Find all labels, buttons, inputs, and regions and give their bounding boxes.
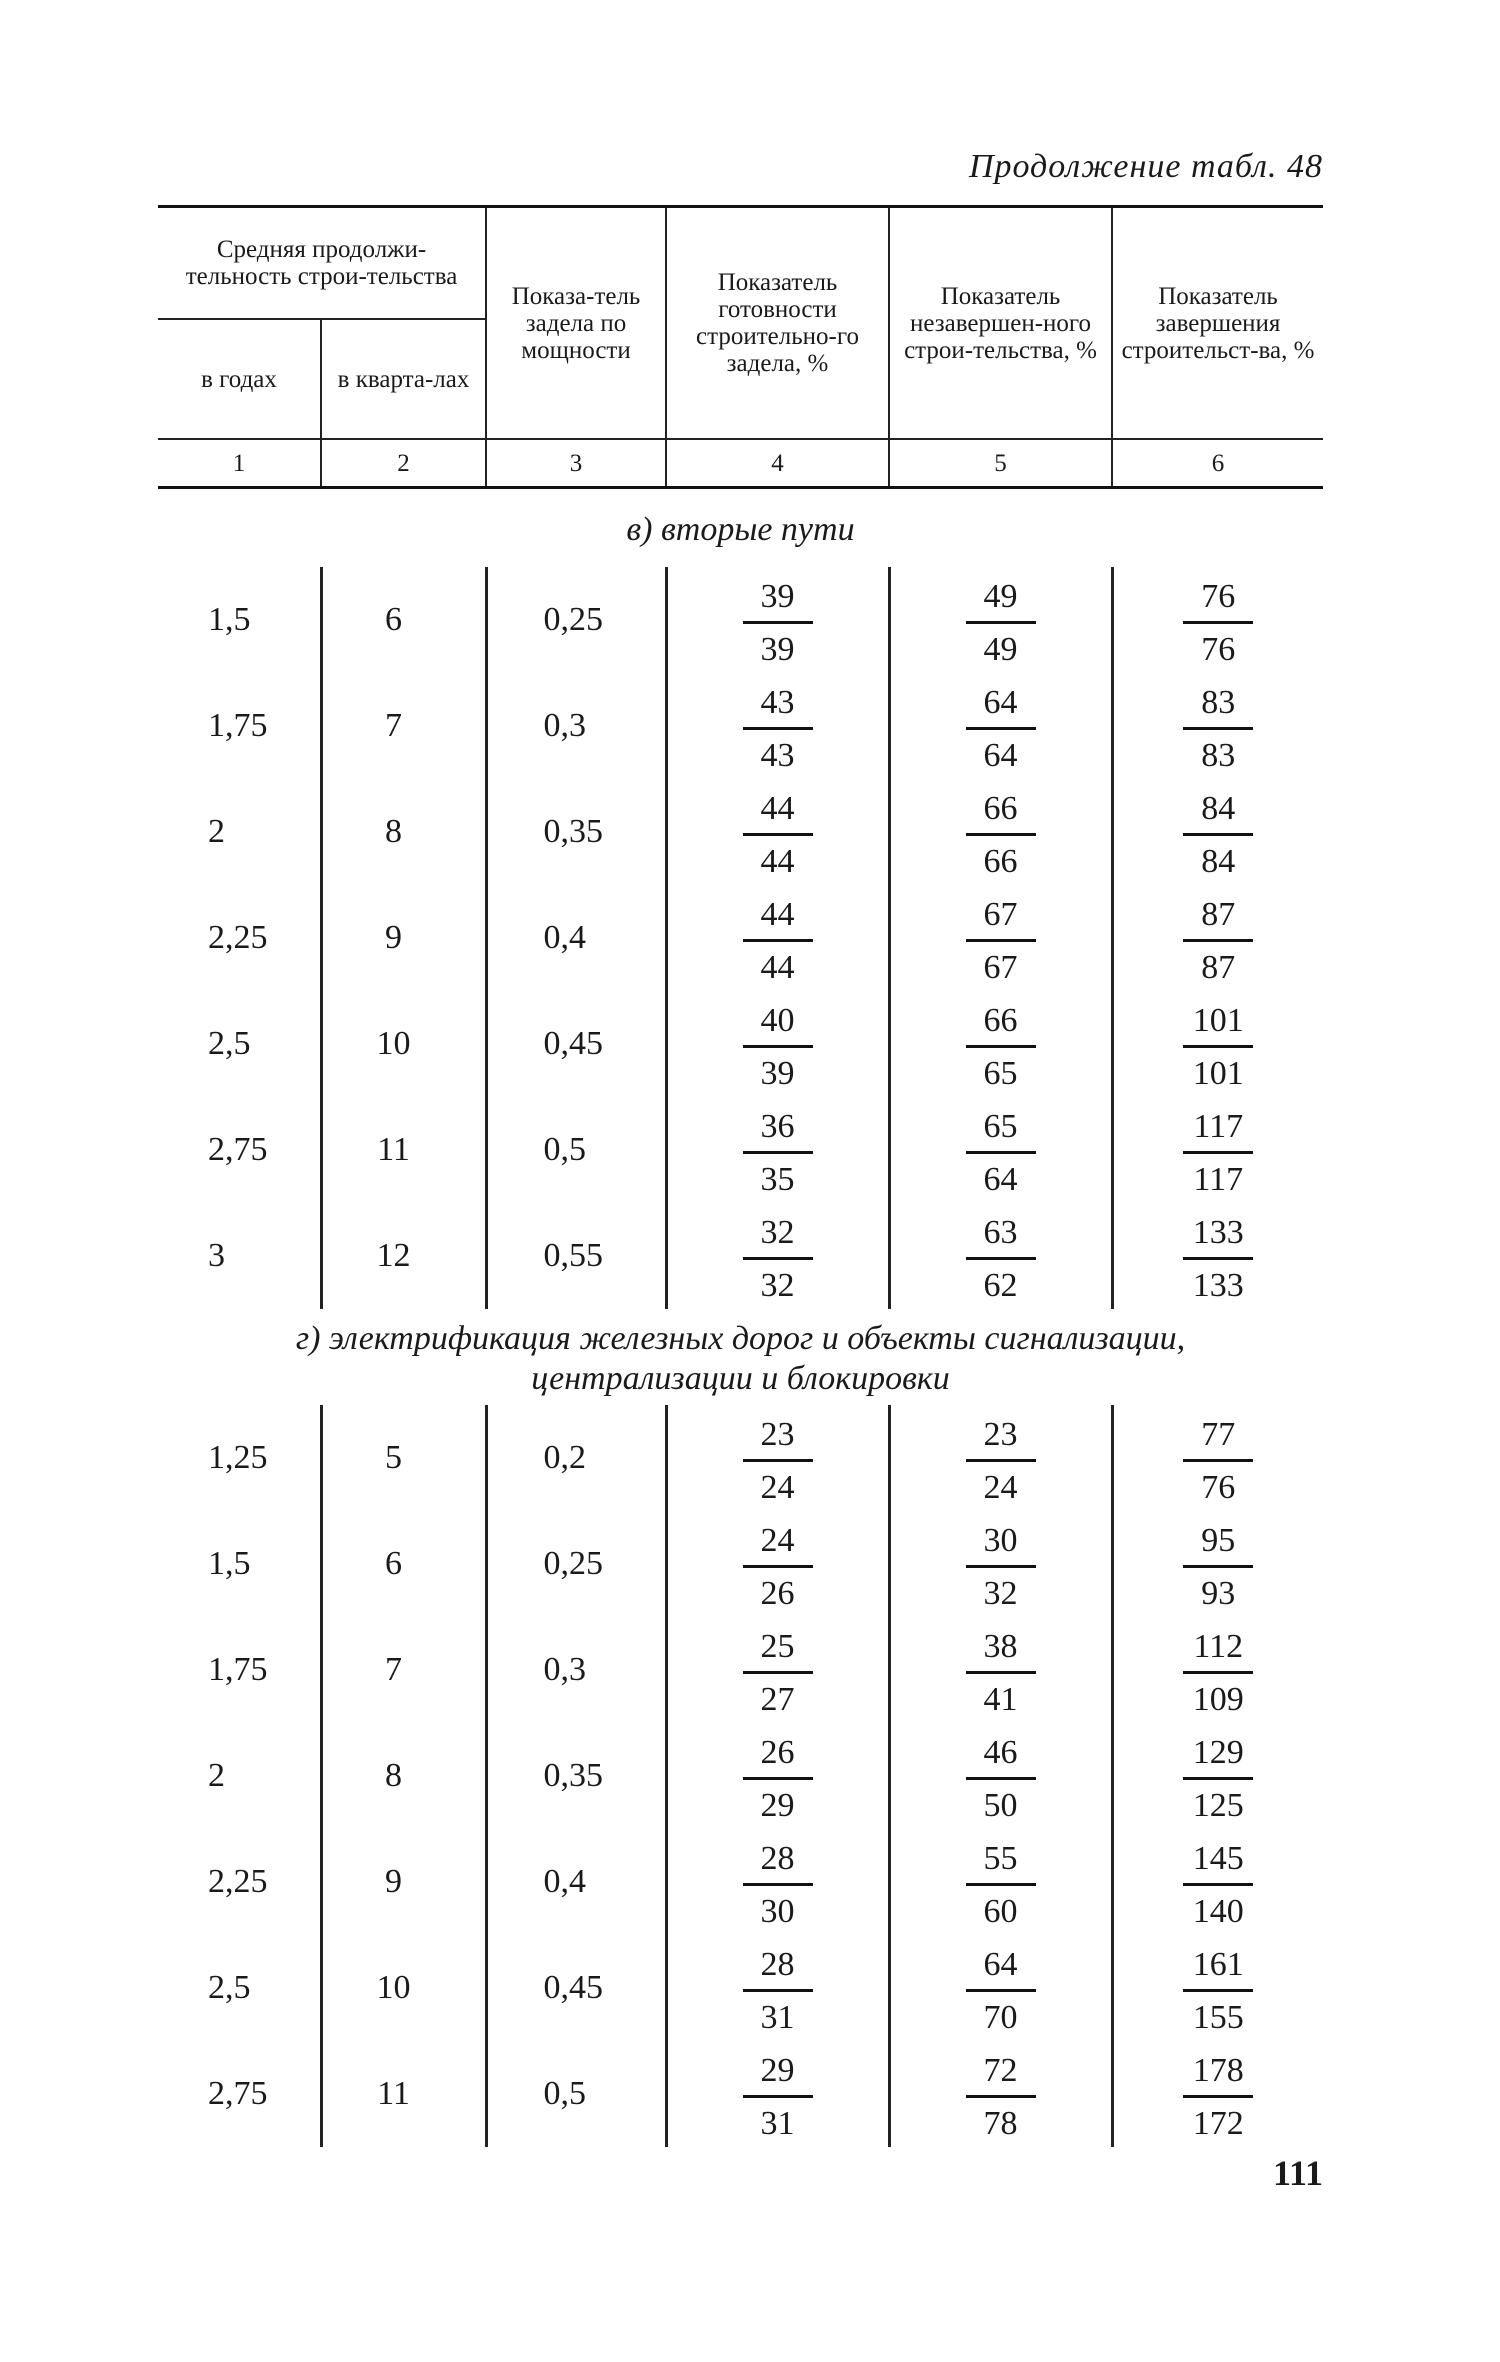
fraction-denominator: 41 bbox=[983, 1680, 1018, 1718]
fraction-numerator: 28 bbox=[743, 1834, 813, 1886]
fraction-numerator: 66 bbox=[966, 996, 1036, 1048]
fraction-denominator: 24 bbox=[983, 1468, 1018, 1506]
table-continuation-title: Продолжение табл. 48 bbox=[968, 148, 1323, 185]
fraction-numerator: 23 bbox=[743, 1410, 813, 1462]
completion-cell bbox=[1112, 1405, 1323, 1511]
fraction-denominator: 65 bbox=[983, 1054, 1018, 1092]
fraction bbox=[966, 996, 1036, 1091]
fraction-denominator: 30 bbox=[760, 1892, 795, 1930]
fraction-numerator: 72 bbox=[966, 2046, 1036, 2098]
unfinished-cell bbox=[889, 1097, 1112, 1203]
fraction-denominator: 44 bbox=[760, 948, 795, 986]
fraction-numerator: 44 bbox=[743, 784, 813, 836]
fraction-numerator: 29 bbox=[743, 2046, 813, 2098]
fraction bbox=[1183, 1834, 1253, 1929]
fraction-numerator: 76 bbox=[1183, 572, 1253, 624]
header-readiness: Показатель готовности строительно-го задела, % bbox=[666, 207, 889, 440]
header-zadel-power: Показа-тель задела по мощности bbox=[486, 207, 666, 440]
fraction-numerator: 38 bbox=[966, 1622, 1036, 1674]
unfinished-cell bbox=[889, 567, 1112, 673]
fraction-denominator: 117 bbox=[1193, 1160, 1244, 1198]
unfinished-cell bbox=[889, 1829, 1112, 1935]
fraction-denominator: 109 bbox=[1192, 1680, 1244, 1718]
readiness-cell bbox=[666, 1935, 889, 2041]
fraction-denominator: 64 bbox=[983, 736, 1018, 774]
zadel-cell: 0,35 bbox=[486, 779, 666, 885]
quarters-cell: 11 bbox=[321, 2041, 486, 2147]
completion-cell bbox=[1112, 1829, 1323, 1935]
table-row bbox=[158, 1617, 1323, 1723]
fraction-denominator: 43 bbox=[760, 736, 795, 774]
completion-cell bbox=[1112, 2041, 1323, 2147]
fraction bbox=[1183, 1410, 1253, 1505]
fraction-numerator: 145 bbox=[1183, 1834, 1253, 1886]
completion-cell bbox=[1112, 1097, 1323, 1203]
column-number: 2 bbox=[321, 439, 486, 488]
fraction bbox=[743, 2046, 813, 2141]
quarters-cell: 6 bbox=[321, 1511, 486, 1617]
fraction-numerator: 65 bbox=[966, 1102, 1036, 1154]
unfinished-cell bbox=[889, 1511, 1112, 1617]
fraction-denominator: 67 bbox=[983, 948, 1018, 986]
readiness-cell bbox=[666, 885, 889, 991]
fraction-denominator: 140 bbox=[1192, 1892, 1244, 1930]
fraction-numerator: 49 bbox=[966, 572, 1036, 624]
years-cell: 1,25 bbox=[208, 1439, 268, 1476]
quarters-cell: 9 bbox=[321, 885, 486, 991]
fraction-numerator: 28 bbox=[743, 1940, 813, 1992]
fraction bbox=[743, 890, 813, 985]
years-cell: 2,5 bbox=[208, 1969, 251, 2006]
fraction-numerator: 26 bbox=[743, 1728, 813, 1780]
unfinished-cell bbox=[889, 1617, 1112, 1723]
readiness-cell bbox=[666, 1203, 889, 1309]
fraction bbox=[1183, 996, 1253, 1091]
completion-cell bbox=[1112, 1203, 1323, 1309]
header-quarters: в кварта-лах bbox=[321, 319, 486, 439]
fraction-numerator: 36 bbox=[743, 1102, 813, 1154]
fraction-numerator: 112 bbox=[1183, 1622, 1253, 1674]
fraction bbox=[1183, 784, 1253, 879]
fraction bbox=[1183, 890, 1253, 985]
table-row bbox=[158, 1511, 1323, 1617]
fraction bbox=[743, 572, 813, 667]
fraction bbox=[966, 2046, 1036, 2141]
quarters-cell: 11 bbox=[321, 1097, 486, 1203]
construction-indicators-table bbox=[158, 205, 1323, 2147]
readiness-cell bbox=[666, 1829, 889, 1935]
unfinished-cell bbox=[889, 2041, 1112, 2147]
unfinished-cell bbox=[889, 1203, 1112, 1309]
zadel-cell: 0,45 bbox=[486, 1935, 666, 2041]
column-number: 6 bbox=[1112, 439, 1323, 488]
fraction-numerator: 101 bbox=[1183, 996, 1253, 1048]
fraction-denominator: 84 bbox=[1201, 842, 1236, 880]
fraction-numerator: 32 bbox=[743, 1208, 813, 1260]
section-heading: в) вторые пути bbox=[626, 511, 855, 548]
years-cell: 3 bbox=[208, 1237, 225, 1274]
fraction bbox=[966, 1410, 1036, 1505]
zadel-cell: 0,55 bbox=[486, 1203, 666, 1309]
zadel-cell: 0,3 bbox=[486, 1617, 666, 1723]
fraction bbox=[966, 572, 1036, 667]
fraction-denominator: 50 bbox=[983, 1786, 1018, 1824]
fraction bbox=[1183, 2046, 1253, 2141]
fraction bbox=[743, 1622, 813, 1717]
fraction bbox=[1183, 1940, 1253, 2035]
quarters-cell: 7 bbox=[321, 1617, 486, 1723]
header-years: в годах bbox=[201, 365, 277, 393]
quarters-cell: 6 bbox=[321, 567, 486, 673]
fraction bbox=[966, 1728, 1036, 1823]
fraction bbox=[966, 1622, 1036, 1717]
fraction bbox=[1183, 572, 1253, 667]
readiness-cell bbox=[666, 1511, 889, 1617]
fraction-denominator: 39 bbox=[760, 630, 795, 668]
years-cell: 2 bbox=[208, 813, 225, 850]
fraction-numerator: 77 bbox=[1183, 1410, 1253, 1462]
quarters-cell: 8 bbox=[321, 779, 486, 885]
fraction-numerator: 63 bbox=[966, 1208, 1036, 1260]
fraction-denominator: 60 bbox=[983, 1892, 1018, 1930]
section-heading-line: г) электрификация железных дорог и объекты сигнализации, bbox=[295, 1320, 1186, 1357]
zadel-cell: 0,5 bbox=[486, 2041, 666, 2147]
table-row bbox=[158, 1097, 1323, 1203]
header-unfinished: Показатель незавершен-ного строи-тельства, % bbox=[889, 207, 1112, 440]
quarters-cell: 7 bbox=[321, 673, 486, 779]
fraction bbox=[1183, 1208, 1253, 1303]
fraction bbox=[966, 1516, 1036, 1611]
fraction bbox=[743, 996, 813, 1091]
fraction-denominator: 32 bbox=[760, 1266, 795, 1304]
fraction-numerator: 87 bbox=[1183, 890, 1253, 942]
readiness-cell bbox=[666, 1405, 889, 1511]
table-row bbox=[158, 567, 1323, 673]
readiness-cell bbox=[666, 991, 889, 1097]
fraction-numerator: 30 bbox=[966, 1516, 1036, 1568]
fraction-numerator: 178 bbox=[1183, 2046, 1253, 2098]
fraction-denominator: 29 bbox=[760, 1786, 795, 1824]
fraction-denominator: 35 bbox=[760, 1160, 795, 1198]
table-row bbox=[158, 1405, 1323, 1511]
column-number: 1 bbox=[158, 439, 321, 488]
unfinished-cell bbox=[889, 991, 1112, 1097]
fraction-numerator: 55 bbox=[966, 1834, 1036, 1886]
quarters-cell: 10 bbox=[321, 991, 486, 1097]
completion-cell bbox=[1112, 991, 1323, 1097]
fraction-numerator: 43 bbox=[743, 678, 813, 730]
fraction bbox=[743, 1940, 813, 2035]
completion-cell bbox=[1112, 1511, 1323, 1617]
fraction-denominator: 39 bbox=[760, 1054, 795, 1092]
column-number: 3 bbox=[486, 439, 666, 488]
fraction-numerator: 133 bbox=[1183, 1208, 1253, 1260]
years-cell: 1,75 bbox=[208, 1651, 268, 1688]
fraction bbox=[1183, 1622, 1253, 1717]
fraction-numerator: 25 bbox=[743, 1622, 813, 1674]
completion-cell bbox=[1112, 673, 1323, 779]
unfinished-cell bbox=[889, 1935, 1112, 2041]
years-cell: 2,75 bbox=[208, 2075, 268, 2112]
unfinished-cell bbox=[889, 1405, 1112, 1511]
fraction bbox=[743, 1728, 813, 1823]
table-row bbox=[158, 1829, 1323, 1935]
fraction-numerator: 64 bbox=[966, 1940, 1036, 1992]
fraction-numerator: 129 bbox=[1183, 1728, 1253, 1780]
fraction-denominator: 26 bbox=[760, 1574, 795, 1612]
years-cell: 1,5 bbox=[208, 1545, 251, 1582]
section-heading-row bbox=[158, 1309, 1323, 1405]
years-cell: 1,5 bbox=[208, 601, 251, 638]
fraction-numerator: 161 bbox=[1183, 1940, 1253, 1992]
table-row bbox=[158, 1723, 1323, 1829]
fraction bbox=[966, 1940, 1036, 2035]
quarters-cell: 5 bbox=[321, 1405, 486, 1511]
fraction-denominator: 27 bbox=[760, 1680, 795, 1718]
fraction bbox=[1183, 678, 1253, 773]
years-cell: 2 bbox=[208, 1757, 225, 1794]
fraction bbox=[966, 1834, 1036, 1929]
column-number: 4 bbox=[666, 439, 889, 488]
fraction bbox=[966, 1208, 1036, 1303]
unfinished-cell bbox=[889, 673, 1112, 779]
completion-cell bbox=[1112, 779, 1323, 885]
header-duration-group: Средняя продолжи-тельность строи-тельства bbox=[158, 207, 486, 320]
fraction-denominator: 83 bbox=[1201, 736, 1236, 774]
table-row bbox=[158, 673, 1323, 779]
fraction-numerator: 84 bbox=[1183, 784, 1253, 836]
fraction-numerator: 46 bbox=[966, 1728, 1036, 1780]
fraction-numerator: 67 bbox=[966, 890, 1036, 942]
fraction bbox=[743, 1410, 813, 1505]
fraction bbox=[743, 1516, 813, 1611]
fraction-denominator: 76 bbox=[1201, 630, 1236, 668]
zadel-cell: 0,2 bbox=[486, 1405, 666, 1511]
quarters-cell: 8 bbox=[321, 1723, 486, 1829]
fraction-denominator: 78 bbox=[983, 2104, 1018, 2142]
fraction-numerator: 44 bbox=[743, 890, 813, 942]
zadel-cell: 0,35 bbox=[486, 1723, 666, 1829]
zadel-cell: 0,5 bbox=[486, 1097, 666, 1203]
fraction bbox=[966, 1102, 1036, 1197]
fraction-denominator: 172 bbox=[1192, 2104, 1244, 2142]
fraction-numerator: 66 bbox=[966, 784, 1036, 836]
fraction-denominator: 133 bbox=[1192, 1266, 1244, 1304]
section-heading-line: централизации и блокировки bbox=[531, 1360, 950, 1397]
fraction-numerator: 39 bbox=[743, 572, 813, 624]
fraction bbox=[1183, 1516, 1253, 1611]
fraction bbox=[743, 1102, 813, 1197]
table-row bbox=[158, 1203, 1323, 1309]
zadel-cell: 0,4 bbox=[486, 885, 666, 991]
quarters-cell: 12 bbox=[321, 1203, 486, 1309]
page-number: 111 bbox=[1272, 2153, 1323, 2193]
fraction-denominator: 49 bbox=[983, 630, 1018, 668]
zadel-cell: 0,3 bbox=[486, 673, 666, 779]
zadel-cell: 0,25 bbox=[486, 1511, 666, 1617]
fraction-denominator: 31 bbox=[760, 2104, 795, 2142]
table-row bbox=[158, 1935, 1323, 2041]
years-cell: 2,25 bbox=[208, 1863, 268, 1900]
fraction bbox=[743, 1208, 813, 1303]
years-cell: 2,5 bbox=[208, 1025, 251, 1062]
readiness-cell bbox=[666, 779, 889, 885]
years-cell: 2,75 bbox=[208, 1131, 268, 1168]
fraction-denominator: 62 bbox=[983, 1266, 1018, 1304]
fraction-numerator: 64 bbox=[966, 678, 1036, 730]
fraction-numerator: 117 bbox=[1183, 1102, 1253, 1154]
fraction-denominator: 32 bbox=[983, 1574, 1018, 1612]
header-completion: Показатель завершения строительст-ва, % bbox=[1112, 207, 1323, 440]
readiness-cell bbox=[666, 2041, 889, 2147]
fraction-numerator: 83 bbox=[1183, 678, 1253, 730]
unfinished-cell bbox=[889, 1723, 1112, 1829]
readiness-cell bbox=[666, 673, 889, 779]
fraction-numerator: 95 bbox=[1183, 1516, 1253, 1568]
fraction bbox=[966, 678, 1036, 773]
fraction-denominator: 44 bbox=[760, 842, 795, 880]
fraction bbox=[743, 678, 813, 773]
fraction-denominator: 31 bbox=[760, 1998, 795, 2036]
table-row bbox=[158, 885, 1323, 991]
column-number: 5 bbox=[889, 439, 1112, 488]
fraction-denominator: 24 bbox=[760, 1468, 795, 1506]
table-row bbox=[158, 991, 1323, 1097]
fraction-denominator: 70 bbox=[983, 1998, 1018, 2036]
completion-cell bbox=[1112, 567, 1323, 673]
fraction-denominator: 155 bbox=[1192, 1998, 1244, 2036]
fraction-denominator: 87 bbox=[1201, 948, 1236, 986]
section-heading-row bbox=[158, 488, 1323, 568]
fraction bbox=[966, 890, 1036, 985]
quarters-cell: 9 bbox=[321, 1829, 486, 1935]
table-row bbox=[158, 2041, 1323, 2147]
completion-cell bbox=[1112, 1935, 1323, 2041]
zadel-cell: 0,4 bbox=[486, 1829, 666, 1935]
zadel-cell: 0,25 bbox=[486, 567, 666, 673]
years-cell: 1,75 bbox=[208, 707, 268, 744]
unfinished-cell bbox=[889, 885, 1112, 991]
fraction-denominator: 66 bbox=[983, 842, 1018, 880]
years-cell: 2,25 bbox=[208, 919, 268, 956]
fraction-denominator: 93 bbox=[1201, 1574, 1236, 1612]
fraction-denominator: 101 bbox=[1192, 1054, 1244, 1092]
fraction bbox=[1183, 1728, 1253, 1823]
section-heading bbox=[158, 1309, 1323, 1405]
quarters-cell: 10 bbox=[321, 1935, 486, 2041]
readiness-cell bbox=[666, 567, 889, 673]
fraction-denominator: 76 bbox=[1201, 1468, 1236, 1506]
fraction-numerator: 23 bbox=[966, 1410, 1036, 1462]
fraction-denominator: 125 bbox=[1192, 1786, 1244, 1824]
fraction-numerator: 40 bbox=[743, 996, 813, 1048]
fraction bbox=[743, 784, 813, 879]
readiness-cell bbox=[666, 1723, 889, 1829]
table-row bbox=[158, 779, 1323, 885]
fraction bbox=[966, 784, 1036, 879]
fraction-numerator: 24 bbox=[743, 1516, 813, 1568]
readiness-cell bbox=[666, 1097, 889, 1203]
fraction-denominator: 64 bbox=[983, 1160, 1018, 1198]
completion-cell bbox=[1112, 885, 1323, 991]
completion-cell bbox=[1112, 1617, 1323, 1723]
completion-cell bbox=[1112, 1723, 1323, 1829]
fraction bbox=[1183, 1102, 1253, 1197]
zadel-cell: 0,45 bbox=[486, 991, 666, 1097]
readiness-cell bbox=[666, 1617, 889, 1723]
fraction bbox=[743, 1834, 813, 1929]
unfinished-cell bbox=[889, 779, 1112, 885]
